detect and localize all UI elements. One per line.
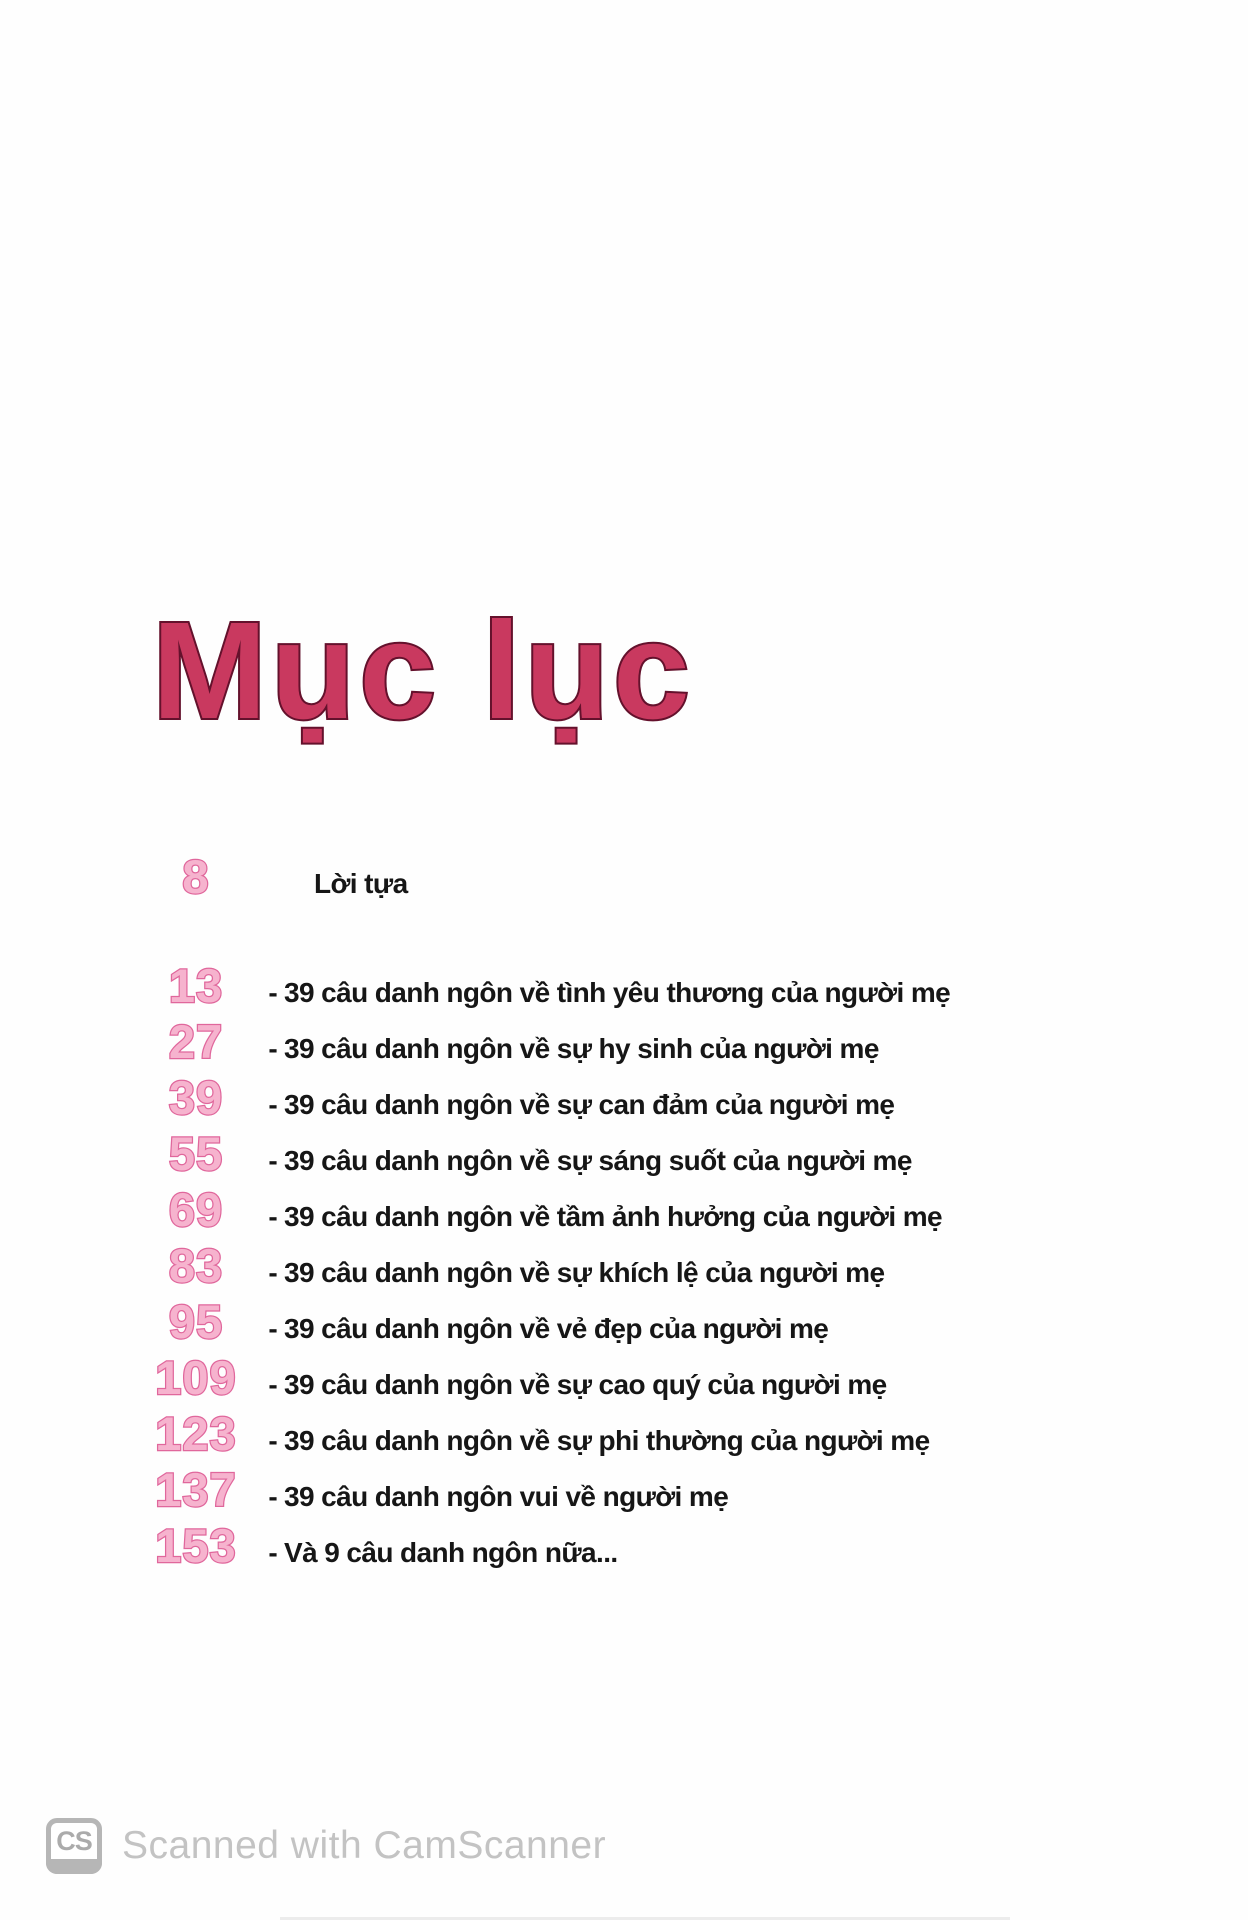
toc-page-number: 13 bbox=[168, 959, 224, 1012]
toc-entry-label: 39 câu danh ngôn về sự can đảm của người mẹ bbox=[284, 1089, 895, 1120]
toc-entry-dash: - bbox=[268, 1425, 278, 1456]
toc-entries-list bbox=[140, 958, 950, 1574]
toc-entry-row bbox=[140, 1182, 950, 1238]
toc-page-number: 123 bbox=[155, 1407, 237, 1460]
toc-entry-row bbox=[140, 1238, 950, 1294]
camscanner-logo-band bbox=[46, 1859, 102, 1874]
toc-entry-dash: - bbox=[268, 1089, 278, 1120]
toc-entry-label: Và 9 câu danh ngôn nữa... bbox=[284, 1537, 618, 1568]
toc-entry-dash: - bbox=[268, 1257, 278, 1288]
toc-entry-row bbox=[140, 1070, 950, 1126]
toc-entry-label: 39 câu danh ngôn về sự hy sinh của người mẹ bbox=[284, 1033, 879, 1064]
toc-entry-dash: - bbox=[268, 977, 278, 1008]
toc-preface-row bbox=[140, 849, 408, 901]
toc-page-number: 153 bbox=[155, 1519, 237, 1572]
toc-entry-row bbox=[140, 958, 950, 1014]
toc-page-number: 95 bbox=[168, 1295, 224, 1348]
toc-entry-label: 39 câu danh ngôn về tầm ảnh hưởng của người mẹ bbox=[284, 1201, 942, 1232]
toc-entry-row bbox=[140, 1462, 950, 1518]
toc-entry-dash: - bbox=[268, 1481, 278, 1512]
toc-entry-label: 39 câu danh ngôn về sự phi thường của người mẹ bbox=[284, 1425, 930, 1456]
toc-entry-label: Lời tựa bbox=[314, 868, 408, 899]
toc-entry-label: 39 câu danh ngôn về tình yêu thương của người mẹ bbox=[284, 977, 951, 1008]
toc-page-number: 55 bbox=[168, 1127, 224, 1180]
toc-page-number: 137 bbox=[155, 1463, 237, 1516]
toc-entry-dash: - bbox=[268, 1201, 278, 1232]
toc-page-number: 39 bbox=[168, 1071, 224, 1124]
toc-entry-label: 39 câu danh ngôn về vẻ đẹp của người mẹ bbox=[284, 1313, 829, 1344]
toc-entry-dash: - bbox=[268, 1145, 278, 1176]
toc-entry-label: 39 câu danh ngôn về sự khích lệ của người mẹ bbox=[284, 1257, 885, 1288]
toc-entry-label: 39 câu danh ngôn về sự sáng suốt của người mẹ bbox=[284, 1145, 912, 1176]
toc-entry-row bbox=[140, 1014, 950, 1070]
toc-entry-label: 39 câu danh ngôn vui về người mẹ bbox=[284, 1481, 729, 1512]
page-title: Mục lục bbox=[152, 594, 694, 748]
toc-entry-dash: - bbox=[268, 1369, 278, 1400]
toc-entry-label: 39 câu danh ngôn về sự cao quý của người mẹ bbox=[284, 1369, 887, 1400]
toc-entry-row bbox=[140, 1518, 950, 1574]
toc-entry-row bbox=[140, 1294, 950, 1350]
toc-page-number: 83 bbox=[168, 1239, 224, 1292]
toc-page-number: 109 bbox=[155, 1351, 237, 1404]
toc-entry-dash: - bbox=[268, 1033, 278, 1064]
toc-entry-row bbox=[140, 1126, 950, 1182]
camscanner-logo-icon bbox=[46, 1818, 102, 1874]
toc-page-number: 69 bbox=[168, 1183, 224, 1236]
toc-entry-dash: - bbox=[268, 1537, 278, 1568]
watermark-text: Scanned with CamScanner bbox=[122, 1824, 607, 1867]
toc-page-number: 8 bbox=[182, 850, 210, 903]
toc-entry-row bbox=[140, 1406, 950, 1462]
toc-page-number: 27 bbox=[168, 1015, 224, 1068]
camscanner-logo-text: CS bbox=[56, 1826, 92, 1856]
toc-entry-dash: - bbox=[268, 1313, 278, 1344]
toc-entry-row bbox=[140, 1350, 950, 1406]
camscanner-watermark bbox=[46, 1818, 606, 1874]
